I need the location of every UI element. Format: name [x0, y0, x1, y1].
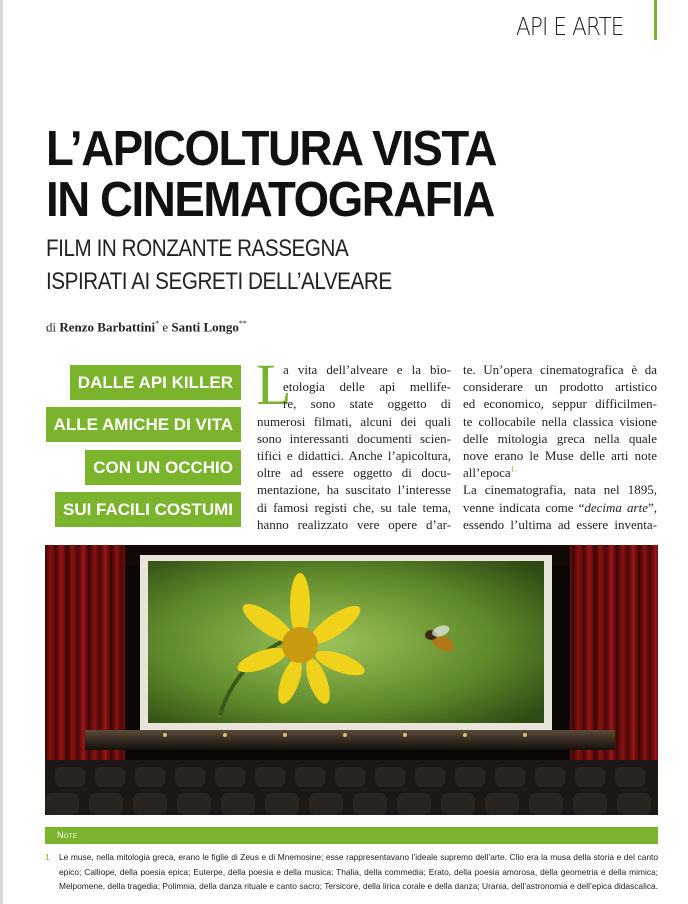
body-line: ed economico, seppur difficilmen- — [463, 396, 657, 412]
body-line: a vita dell’alveare e la bio- — [283, 362, 451, 377]
body-column-2 — [463, 361, 657, 533]
footnote-number: 1 — [45, 852, 50, 862]
pullquote-line: DALLE API KILLER — [70, 365, 241, 400]
subtitle-line: ISPIRATI AI SEGRETI DELL’ALVEARE — [46, 268, 392, 295]
article-subtitle — [46, 232, 392, 298]
author-2: Santi Longo — [171, 319, 239, 335]
notes-heading: Note — [45, 827, 658, 844]
section-label: API E ARTE — [516, 12, 624, 41]
author-1-mark: * — [155, 319, 160, 328]
body-line: tifici e didattici. Anche l’apicoltura, — [257, 447, 451, 463]
body-line: numerosi filmati, alcuni dei quali — [257, 413, 451, 429]
title-line: IN CINEMATOGRAFIA — [46, 173, 495, 227]
body-line: all’epoca$^{1.}$ — [463, 464, 517, 481]
author-2-mark: ** — [238, 319, 247, 328]
body-line: di famosi registi che, su tale tema, — [257, 499, 451, 515]
subtitle-line: FILM IN RONZANTE RASSEGNA — [46, 235, 349, 262]
byline — [46, 319, 247, 335]
body-line: oltre ad essere oggetto di docu- — [257, 465, 451, 481]
body-line: venne indicata come “decima arte”, — [463, 499, 657, 515]
body-line: re, sono state oggetto di — [283, 396, 451, 412]
drop-cap: L — [256, 352, 292, 417]
pullquote-line: SUI FACILI COSTUMI — [55, 492, 241, 527]
byline-prefix: di — [46, 319, 57, 335]
body-line: delle mitologia greca nella quale — [463, 430, 657, 446]
body-line: sono interessanti documenti scien- — [257, 430, 451, 446]
body-column-1 — [256, 352, 451, 533]
byline-and: e — [162, 319, 169, 335]
page-edge — [0, 0, 3, 904]
body-line: nove erano le Muse delle arti note — [463, 447, 657, 463]
author-1: Renzo Barbattini — [59, 319, 156, 335]
cinema-bee-photo — [45, 545, 658, 815]
pullquote-line: CON UN OCCHIO — [85, 450, 241, 485]
title-line: L’APICOLTURA VISTA — [46, 122, 497, 176]
body-line: mentazione, ha suscitato l’interesse — [257, 482, 451, 498]
footnote-ref[interactable]: 1. — [510, 464, 517, 474]
body-line: etologia delle api mellife- — [283, 379, 451, 395]
article-title — [46, 124, 496, 226]
body-line: hanno realizzato vere opere d’ar- — [257, 516, 451, 532]
body-line: considerare un prodotto artistico — [463, 379, 657, 395]
body-line: te. Un’opera cinematografica è da — [463, 362, 657, 377]
body-line: te collocabile nella classica visione — [463, 413, 657, 429]
cinema-illustration — [45, 545, 658, 815]
section-accent-bar — [654, 0, 657, 40]
footnote — [45, 850, 658, 894]
italic-term: decima arte — [584, 499, 648, 515]
body-line: La cinematografia, nata nel 1895, — [463, 482, 657, 498]
body-line: essendo l’ultima ad essere inventa- — [463, 516, 657, 532]
pullquote-line: ALLE AMICHE DI VITA — [46, 407, 241, 442]
footnote-text: Le muse, nella mitologia greca, erano le figlie di Zeus e di Mnemosine; esse rappresentavano l’ideale supremo dell’arte. Clio era la musa della storia e del canto epico; Calliope, della poesia epica; Euterpe, della poesia e della musica; Thalia, della commedia; Erato, della poesia amorosa, della geometria e della mimica; Melpomene, della tragedia; Polimnia, della danza rituale e canto sacro; Tersicore, della lirica corale e della danza; Urania, dell’astronomia e dell’epica didascalica. — [59, 852, 658, 891]
